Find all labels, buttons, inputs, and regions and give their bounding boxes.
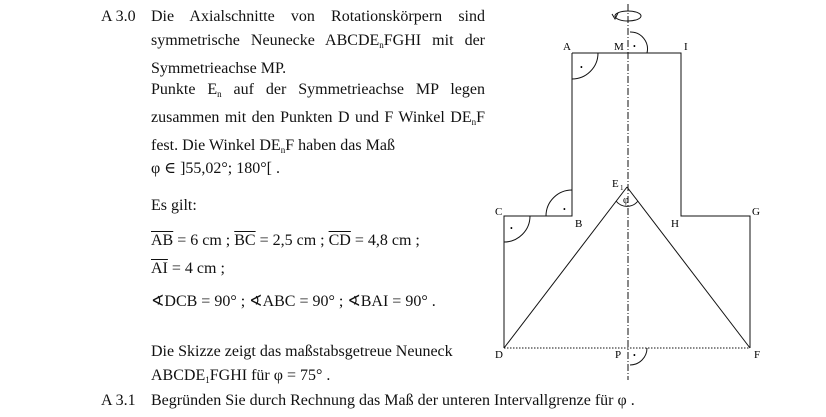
seg-cd-val: = 4,8 cm ; bbox=[350, 232, 420, 249]
task-30-paragraph-1 bbox=[151, 5, 485, 81]
dot-p: • bbox=[633, 351, 636, 360]
dot-a: • bbox=[580, 63, 583, 72]
p2-a: Punkte E bbox=[151, 81, 218, 98]
task-30-label: A 3.0 bbox=[101, 8, 136, 25]
label-p: P bbox=[615, 349, 622, 361]
seg-ai: $\overline{AI}$ bbox=[151, 260, 168, 277]
seg-bc-val: = 2,5 cm ; bbox=[255, 232, 325, 249]
label-m: M bbox=[614, 41, 624, 53]
sketch-c: FGHI für φ = 75° . bbox=[209, 367, 331, 384]
label-a: A bbox=[563, 41, 571, 53]
sketch-sub: 1 bbox=[205, 375, 210, 385]
dot-m: • bbox=[633, 42, 636, 51]
seg-ab-val: = 6 cm ; bbox=[173, 232, 231, 249]
angle-arc-a bbox=[572, 53, 598, 79]
p2-sub2: n bbox=[471, 117, 477, 127]
sketch-b: ABCDE bbox=[151, 367, 206, 384]
sketch-line-1: Die Skizze zeigt das maßstabsgetreue Neuneck bbox=[151, 343, 453, 360]
sketch-line-2 bbox=[151, 364, 485, 392]
ai-length bbox=[151, 257, 485, 281]
side-e1f bbox=[627, 187, 750, 348]
seg-cd: $\overline{CD}$ bbox=[328, 232, 351, 249]
label-b: B bbox=[575, 218, 583, 230]
p1-text: Die Axialschnitte von Rotationskörpern sind symmetrische Neunecke ABCDE bbox=[151, 8, 485, 49]
p2-sub: n bbox=[217, 89, 222, 99]
label-c: C bbox=[495, 206, 503, 218]
label-h: H bbox=[671, 218, 679, 230]
dot-c: • bbox=[510, 224, 513, 233]
label-e-sub: 1 bbox=[620, 184, 624, 192]
p2-d: F haben das Maß bbox=[285, 137, 395, 154]
dot-b: • bbox=[563, 205, 566, 214]
es-gilt: Es gilt: bbox=[151, 197, 197, 214]
label-i: I bbox=[684, 41, 688, 53]
nonagon-figure bbox=[490, 0, 826, 417]
label-d: D bbox=[495, 349, 503, 361]
task-30-paragraph-2 bbox=[151, 78, 485, 162]
interval-range: φ ∈ ]55,02°; 180°[ . bbox=[151, 160, 280, 177]
angles-line: ∢DCB = 90° ; ∢ABC = 90° ; ∢BAI = 90° . bbox=[151, 293, 436, 310]
seg-ai-val: = 4 cm ; bbox=[167, 260, 225, 277]
angle-arc-c bbox=[504, 216, 530, 242]
label-e: E bbox=[612, 178, 619, 190]
p1-tail: FGHI mit der Symmetrieachse MP. bbox=[151, 32, 485, 77]
lengths-line bbox=[151, 229, 485, 253]
p2-sub3: n bbox=[280, 145, 286, 155]
p2-c: F fest. Die Winkel DE bbox=[151, 109, 485, 154]
seg-ab: $\overline{AB}$ bbox=[151, 232, 174, 249]
p1-sub: n bbox=[379, 40, 384, 50]
seg-bc: $\overline{BC}$ bbox=[234, 232, 256, 249]
label-phi: φ bbox=[623, 195, 629, 206]
label-f: F bbox=[754, 349, 761, 361]
task-31-label: A 3.1 bbox=[101, 392, 136, 409]
p2-b: auf der Symmetrieachse MP legen zusammen mit den Punkten D und F Winkel DE bbox=[151, 81, 486, 126]
angle-arc-b bbox=[546, 190, 572, 216]
label-g: G bbox=[752, 206, 760, 218]
task-31-text: Begründen Sie durch Rechnung das Maß der unteren Intervallgrenze für φ . bbox=[151, 392, 635, 409]
